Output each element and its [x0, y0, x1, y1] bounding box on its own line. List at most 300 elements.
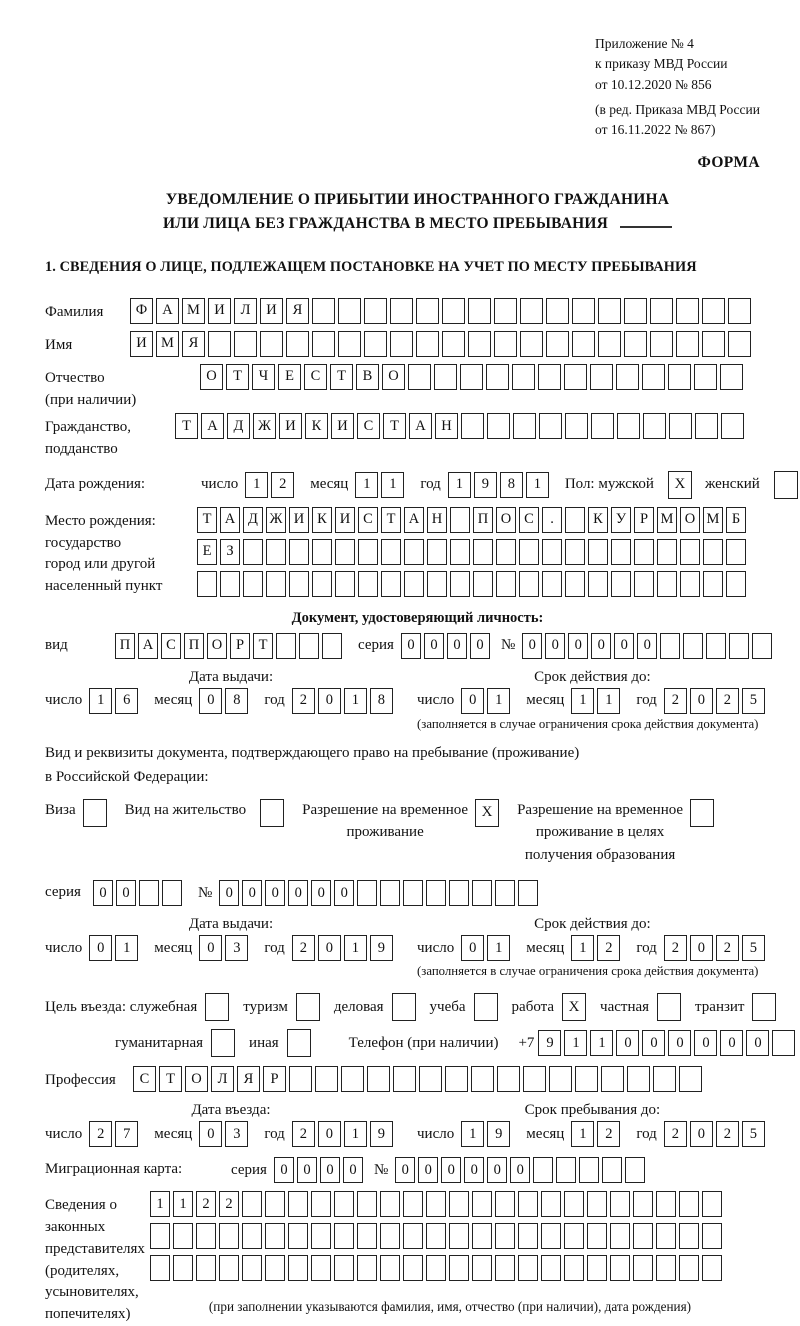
char-box[interactable]: Л: [234, 298, 257, 324]
char-box[interactable]: О: [496, 507, 516, 533]
char-box[interactable]: [591, 413, 614, 439]
char-box[interactable]: [625, 1157, 645, 1183]
char-box[interactable]: [656, 1223, 676, 1249]
char-box[interactable]: [512, 364, 535, 390]
char-box[interactable]: [266, 539, 286, 565]
char-box[interactable]: [468, 298, 491, 324]
char-box[interactable]: [334, 1223, 354, 1249]
char-box[interactable]: 5: [742, 688, 765, 714]
char-box[interactable]: 9: [474, 472, 497, 498]
char-box[interactable]: 2: [664, 688, 687, 714]
char-box[interactable]: 1: [344, 688, 367, 714]
char-box[interactable]: [242, 1191, 262, 1217]
char-box[interactable]: [403, 1223, 423, 1249]
char-box[interactable]: [403, 1191, 423, 1217]
char-box[interactable]: [468, 331, 491, 357]
char-box[interactable]: 0: [441, 1157, 461, 1183]
char-box[interactable]: 0: [746, 1030, 769, 1056]
char-box[interactable]: [703, 571, 723, 597]
char-box[interactable]: 1: [487, 688, 510, 714]
char-box[interactable]: Е: [197, 539, 217, 565]
char-box[interactable]: [610, 1191, 630, 1217]
char-box[interactable]: [610, 1255, 630, 1281]
char-box[interactable]: [546, 298, 569, 324]
char-box[interactable]: 0: [320, 1157, 340, 1183]
char-box[interactable]: 6: [115, 688, 138, 714]
char-box[interactable]: [289, 571, 309, 597]
char-box[interactable]: 1: [344, 1121, 367, 1147]
sex-male-checkbox[interactable]: X: [668, 471, 692, 499]
char-box[interactable]: С: [304, 364, 327, 390]
char-box[interactable]: [495, 1223, 515, 1249]
purpose-other-checkbox[interactable]: [287, 1029, 311, 1057]
char-box[interactable]: 0: [318, 688, 341, 714]
char-box[interactable]: П: [184, 633, 204, 659]
char-box[interactable]: 0: [199, 935, 222, 961]
char-box[interactable]: [680, 571, 700, 597]
char-box[interactable]: [472, 1223, 492, 1249]
char-box[interactable]: [588, 571, 608, 597]
char-box[interactable]: И: [331, 413, 354, 439]
char-box[interactable]: [541, 1191, 561, 1217]
char-box[interactable]: [634, 539, 654, 565]
char-box[interactable]: Т: [253, 633, 273, 659]
char-box[interactable]: [357, 880, 377, 906]
char-box[interactable]: [364, 331, 387, 357]
char-box[interactable]: 1: [461, 1121, 484, 1147]
char-box[interactable]: [380, 1223, 400, 1249]
char-box[interactable]: [461, 413, 484, 439]
char-box[interactable]: Т: [383, 413, 406, 439]
char-box[interactable]: [610, 1223, 630, 1249]
char-box[interactable]: 8: [225, 688, 248, 714]
char-box[interactable]: Т: [381, 507, 401, 533]
char-box[interactable]: П: [115, 633, 135, 659]
char-box[interactable]: [546, 331, 569, 357]
char-box[interactable]: [590, 364, 613, 390]
char-box[interactable]: [449, 1191, 469, 1217]
char-box[interactable]: О: [382, 364, 405, 390]
char-box[interactable]: [539, 413, 562, 439]
char-box[interactable]: 2: [716, 935, 739, 961]
char-box[interactable]: [598, 331, 621, 357]
char-box[interactable]: 0: [199, 688, 222, 714]
char-box[interactable]: [564, 1191, 584, 1217]
char-box[interactable]: 1: [381, 472, 404, 498]
char-box[interactable]: 0: [401, 633, 421, 659]
char-box[interactable]: С: [133, 1066, 156, 1092]
char-box[interactable]: [426, 1223, 446, 1249]
char-box[interactable]: [393, 1066, 416, 1092]
char-box[interactable]: .: [542, 507, 562, 533]
char-box[interactable]: 0: [447, 633, 467, 659]
char-box[interactable]: С: [519, 507, 539, 533]
char-box[interactable]: Р: [263, 1066, 286, 1092]
char-box[interactable]: [728, 331, 751, 357]
char-box[interactable]: [611, 539, 631, 565]
char-box[interactable]: [587, 1191, 607, 1217]
char-box[interactable]: [656, 1255, 676, 1281]
char-box[interactable]: [357, 1223, 377, 1249]
char-box[interactable]: [315, 1066, 338, 1092]
char-box[interactable]: И: [208, 298, 231, 324]
char-box[interactable]: 0: [318, 1121, 341, 1147]
char-box[interactable]: [419, 1066, 442, 1092]
char-box[interactable]: 2: [89, 1121, 112, 1147]
purpose-business-checkbox[interactable]: [392, 993, 416, 1021]
char-box[interactable]: [679, 1066, 702, 1092]
char-box[interactable]: 0: [93, 880, 113, 906]
char-box[interactable]: 1: [115, 935, 138, 961]
char-box[interactable]: [726, 539, 746, 565]
char-box[interactable]: И: [279, 413, 302, 439]
char-box[interactable]: 0: [690, 1121, 713, 1147]
char-box[interactable]: Р: [634, 507, 654, 533]
char-box[interactable]: З: [220, 539, 240, 565]
char-box[interactable]: 1: [590, 1030, 613, 1056]
sex-female-checkbox[interactable]: [774, 471, 798, 499]
char-box[interactable]: [616, 364, 639, 390]
char-box[interactable]: [312, 571, 332, 597]
char-box[interactable]: [260, 331, 283, 357]
char-box[interactable]: 0: [694, 1030, 717, 1056]
char-box[interactable]: 0: [461, 688, 484, 714]
char-box[interactable]: 1: [448, 472, 471, 498]
char-box[interactable]: [660, 633, 680, 659]
char-box[interactable]: 9: [370, 935, 393, 961]
char-box[interactable]: [486, 364, 509, 390]
char-box[interactable]: [312, 298, 335, 324]
char-box[interactable]: [288, 1255, 308, 1281]
char-box[interactable]: 3: [225, 1121, 248, 1147]
char-box[interactable]: 0: [568, 633, 588, 659]
char-box[interactable]: [367, 1066, 390, 1092]
char-box[interactable]: [243, 571, 263, 597]
char-box[interactable]: А: [404, 507, 424, 533]
char-box[interactable]: [542, 571, 562, 597]
char-box[interactable]: 0: [637, 633, 657, 659]
char-box[interactable]: [311, 1191, 331, 1217]
char-box[interactable]: 1: [571, 935, 594, 961]
char-box[interactable]: [487, 413, 510, 439]
char-box[interactable]: Т: [330, 364, 353, 390]
char-box[interactable]: 2: [597, 935, 620, 961]
char-box[interactable]: [196, 1223, 216, 1249]
char-box[interactable]: [642, 364, 665, 390]
char-box[interactable]: 1: [355, 472, 378, 498]
char-box[interactable]: [519, 539, 539, 565]
char-box[interactable]: 1: [571, 1121, 594, 1147]
char-box[interactable]: [445, 1066, 468, 1092]
char-box[interactable]: [364, 298, 387, 324]
char-box[interactable]: [564, 1255, 584, 1281]
char-box[interactable]: [358, 539, 378, 565]
char-box[interactable]: Я: [286, 298, 309, 324]
char-box[interactable]: [242, 1255, 262, 1281]
char-box[interactable]: [495, 1191, 515, 1217]
char-box[interactable]: [265, 1191, 285, 1217]
char-box[interactable]: [338, 298, 361, 324]
char-box[interactable]: А: [201, 413, 224, 439]
char-box[interactable]: Ф: [130, 298, 153, 324]
char-box[interactable]: Н: [427, 507, 447, 533]
char-box[interactable]: [380, 880, 400, 906]
char-box[interactable]: [434, 364, 457, 390]
char-box[interactable]: [220, 571, 240, 597]
char-box[interactable]: 1: [564, 1030, 587, 1056]
char-box[interactable]: О: [200, 364, 223, 390]
char-box[interactable]: 0: [265, 880, 285, 906]
char-box[interactable]: [390, 298, 413, 324]
char-box[interactable]: 1: [245, 472, 268, 498]
char-box[interactable]: Т: [175, 413, 198, 439]
char-box[interactable]: С: [161, 633, 181, 659]
char-box[interactable]: [702, 1255, 722, 1281]
char-box[interactable]: [219, 1223, 239, 1249]
char-box[interactable]: М: [703, 507, 723, 533]
char-box[interactable]: Е: [278, 364, 301, 390]
residence-permit-checkbox[interactable]: [260, 799, 284, 827]
char-box[interactable]: [520, 331, 543, 357]
char-box[interactable]: П: [473, 507, 493, 533]
char-box[interactable]: [556, 1157, 576, 1183]
char-box[interactable]: [694, 364, 717, 390]
char-box[interactable]: И: [289, 507, 309, 533]
char-box[interactable]: 0: [242, 880, 262, 906]
char-box[interactable]: [679, 1191, 699, 1217]
char-box[interactable]: [442, 331, 465, 357]
char-box[interactable]: [627, 1066, 650, 1092]
char-box[interactable]: И: [335, 507, 355, 533]
char-box[interactable]: 0: [334, 880, 354, 906]
char-box[interactable]: [565, 539, 585, 565]
char-box[interactable]: [668, 364, 691, 390]
char-box[interactable]: 1: [526, 472, 549, 498]
char-box[interactable]: [611, 571, 631, 597]
char-box[interactable]: [335, 571, 355, 597]
char-box[interactable]: [575, 1066, 598, 1092]
char-box[interactable]: [150, 1223, 170, 1249]
char-box[interactable]: [408, 364, 431, 390]
char-box[interactable]: [312, 539, 332, 565]
char-box[interactable]: 9: [538, 1030, 561, 1056]
char-box[interactable]: [633, 1255, 653, 1281]
char-box[interactable]: Д: [243, 507, 263, 533]
char-box[interactable]: [706, 633, 726, 659]
char-box[interactable]: [311, 1223, 331, 1249]
char-box[interactable]: [265, 1223, 285, 1249]
char-box[interactable]: [266, 571, 286, 597]
char-box[interactable]: [403, 1255, 423, 1281]
char-box[interactable]: И: [130, 331, 153, 357]
char-box[interactable]: 0: [591, 633, 611, 659]
char-box[interactable]: [472, 1191, 492, 1217]
char-box[interactable]: [624, 298, 647, 324]
char-box[interactable]: 0: [470, 633, 490, 659]
char-box[interactable]: [312, 331, 335, 357]
char-box[interactable]: [703, 539, 723, 565]
char-box[interactable]: [624, 331, 647, 357]
char-box[interactable]: [496, 539, 516, 565]
char-box[interactable]: А: [138, 633, 158, 659]
char-box[interactable]: [427, 571, 447, 597]
char-box[interactable]: [587, 1255, 607, 1281]
char-box[interactable]: [150, 1255, 170, 1281]
char-box[interactable]: 2: [292, 688, 315, 714]
char-box[interactable]: [523, 1066, 546, 1092]
char-box[interactable]: [472, 880, 492, 906]
char-box[interactable]: 1: [344, 935, 367, 961]
char-box[interactable]: Ж: [266, 507, 286, 533]
char-box[interactable]: И: [260, 298, 283, 324]
char-box[interactable]: 0: [318, 935, 341, 961]
char-box[interactable]: 0: [199, 1121, 222, 1147]
char-box[interactable]: 2: [271, 472, 294, 498]
char-box[interactable]: [449, 880, 469, 906]
char-box[interactable]: [473, 571, 493, 597]
purpose-tourism-checkbox[interactable]: [296, 993, 320, 1021]
char-box[interactable]: [494, 331, 517, 357]
char-box[interactable]: [518, 1223, 538, 1249]
char-box[interactable]: [334, 1191, 354, 1217]
char-box[interactable]: Б: [726, 507, 746, 533]
char-box[interactable]: [442, 298, 465, 324]
char-box[interactable]: [416, 298, 439, 324]
char-box[interactable]: [162, 880, 182, 906]
char-box[interactable]: Ж: [253, 413, 276, 439]
char-box[interactable]: [427, 539, 447, 565]
char-box[interactable]: 2: [664, 935, 687, 961]
char-box[interactable]: [334, 1255, 354, 1281]
char-box[interactable]: [357, 1191, 377, 1217]
char-box[interactable]: Т: [197, 507, 217, 533]
char-box[interactable]: 0: [720, 1030, 743, 1056]
char-box[interactable]: 8: [500, 472, 523, 498]
char-box[interactable]: [676, 298, 699, 324]
char-box[interactable]: [598, 298, 621, 324]
char-box[interactable]: [702, 298, 725, 324]
char-box[interactable]: 0: [219, 880, 239, 906]
char-box[interactable]: [772, 1030, 795, 1056]
char-box[interactable]: 2: [292, 1121, 315, 1147]
char-box[interactable]: В: [356, 364, 379, 390]
char-box[interactable]: [602, 1157, 622, 1183]
visa-checkbox[interactable]: [83, 799, 107, 827]
char-box[interactable]: [634, 571, 654, 597]
char-box[interactable]: [380, 1255, 400, 1281]
char-box[interactable]: 1: [487, 935, 510, 961]
char-box[interactable]: [702, 1223, 722, 1249]
char-box[interactable]: 0: [614, 633, 634, 659]
char-box[interactable]: А: [220, 507, 240, 533]
char-box[interactable]: [286, 331, 309, 357]
char-box[interactable]: [729, 633, 749, 659]
char-box[interactable]: [197, 571, 217, 597]
char-box[interactable]: [513, 413, 536, 439]
char-box[interactable]: [243, 539, 263, 565]
char-box[interactable]: [494, 298, 517, 324]
char-box[interactable]: [242, 1223, 262, 1249]
char-box[interactable]: [265, 1255, 285, 1281]
char-box[interactable]: 8: [370, 688, 393, 714]
char-box[interactable]: [450, 571, 470, 597]
char-box[interactable]: [683, 633, 703, 659]
char-box[interactable]: [676, 331, 699, 357]
char-box[interactable]: [495, 880, 515, 906]
char-box[interactable]: [650, 331, 673, 357]
char-box[interactable]: 0: [395, 1157, 415, 1183]
char-box[interactable]: [541, 1255, 561, 1281]
char-box[interactable]: 0: [418, 1157, 438, 1183]
char-box[interactable]: Я: [237, 1066, 260, 1092]
char-box[interactable]: М: [182, 298, 205, 324]
char-box[interactable]: 0: [311, 880, 331, 906]
char-box[interactable]: 7: [115, 1121, 138, 1147]
char-box[interactable]: [565, 571, 585, 597]
char-box[interactable]: [520, 298, 543, 324]
char-box[interactable]: [234, 331, 257, 357]
char-box[interactable]: [426, 880, 446, 906]
char-box[interactable]: [601, 1066, 624, 1092]
char-box[interactable]: 0: [274, 1157, 294, 1183]
char-box[interactable]: [426, 1191, 446, 1217]
char-box[interactable]: [450, 539, 470, 565]
char-box[interactable]: [404, 539, 424, 565]
char-box[interactable]: [288, 1223, 308, 1249]
char-box[interactable]: [471, 1066, 494, 1092]
char-box[interactable]: [449, 1255, 469, 1281]
char-box[interactable]: [289, 539, 309, 565]
char-box[interactable]: [702, 1191, 722, 1217]
char-box[interactable]: 0: [487, 1157, 507, 1183]
char-box[interactable]: К: [588, 507, 608, 533]
char-box[interactable]: [139, 880, 159, 906]
char-box[interactable]: [588, 539, 608, 565]
char-box[interactable]: [322, 633, 342, 659]
char-box[interactable]: 0: [522, 633, 542, 659]
char-box[interactable]: [702, 331, 725, 357]
char-box[interactable]: 0: [510, 1157, 530, 1183]
char-box[interactable]: Я: [182, 331, 205, 357]
purpose-humanitarian-checkbox[interactable]: [211, 1029, 235, 1057]
char-box[interactable]: [518, 1255, 538, 1281]
char-box[interactable]: А: [409, 413, 432, 439]
char-box[interactable]: [653, 1066, 676, 1092]
char-box[interactable]: [572, 298, 595, 324]
char-box[interactable]: С: [357, 413, 380, 439]
char-box[interactable]: 0: [668, 1030, 691, 1056]
char-box[interactable]: [679, 1223, 699, 1249]
char-box[interactable]: [358, 571, 378, 597]
char-box[interactable]: [633, 1191, 653, 1217]
char-box[interactable]: [565, 413, 588, 439]
char-box[interactable]: 9: [370, 1121, 393, 1147]
char-box[interactable]: 1: [150, 1191, 170, 1217]
char-box[interactable]: [416, 331, 439, 357]
char-box[interactable]: [643, 413, 666, 439]
char-box[interactable]: 0: [690, 688, 713, 714]
char-box[interactable]: [357, 1255, 377, 1281]
char-box[interactable]: 1: [597, 688, 620, 714]
char-box[interactable]: [472, 1255, 492, 1281]
char-box[interactable]: 3: [225, 935, 248, 961]
char-box[interactable]: Ч: [252, 364, 275, 390]
char-box[interactable]: К: [305, 413, 328, 439]
char-box[interactable]: 0: [642, 1030, 665, 1056]
char-box[interactable]: 1: [571, 688, 594, 714]
char-box[interactable]: 0: [343, 1157, 363, 1183]
char-box[interactable]: [276, 633, 296, 659]
